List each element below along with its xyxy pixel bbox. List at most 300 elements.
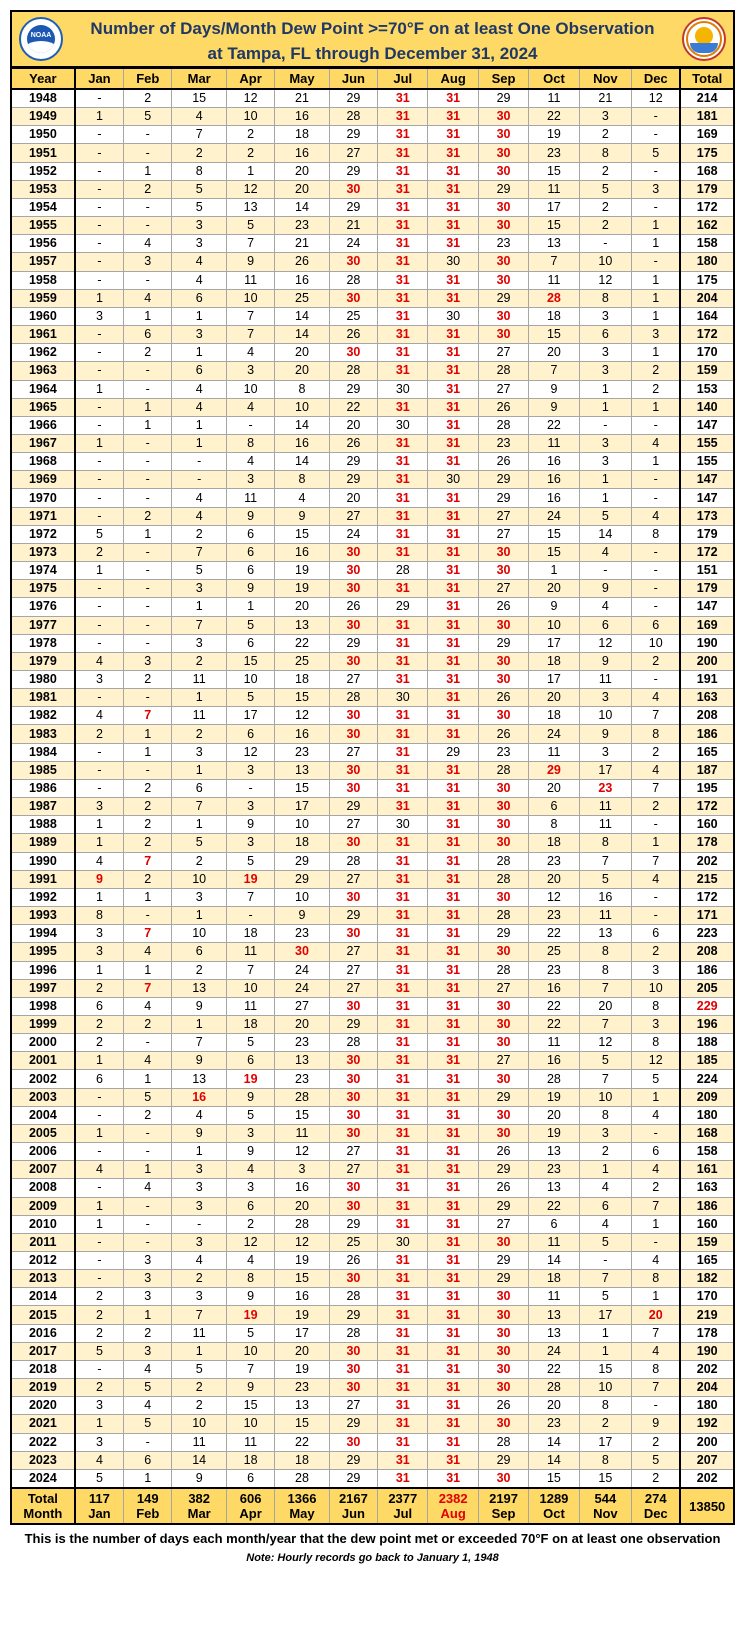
month-cell: 20 xyxy=(529,344,579,362)
month-cell: 1 xyxy=(124,725,172,743)
month-cell: 31 xyxy=(378,1179,428,1197)
month-cell: 8 xyxy=(579,834,631,852)
month-cell: - xyxy=(124,1034,172,1052)
month-cell: 31 xyxy=(428,344,478,362)
year-cell: 1966 xyxy=(11,416,75,434)
month-cell: 8 xyxy=(226,1270,274,1288)
total-month-label xyxy=(11,1488,75,1524)
month-cell: 31 xyxy=(378,525,428,543)
month-cell: 17 xyxy=(275,1324,330,1342)
month-total-cell xyxy=(632,1488,681,1524)
month-cell: 31 xyxy=(428,198,478,216)
month-total-value: 544 xyxy=(594,1491,617,1507)
footnote-note: Note: Hourly records go back to January 1, 1948 xyxy=(246,1552,499,1564)
year-cell: 1978 xyxy=(11,634,75,652)
month-cell: 20 xyxy=(275,1015,330,1033)
month-cell: 30 xyxy=(329,1124,377,1142)
month-cell: 31 xyxy=(378,471,428,489)
month-cell: - xyxy=(124,598,172,616)
month-cell: 8 xyxy=(579,1451,631,1469)
month-cell: 5 xyxy=(632,1070,681,1088)
month-cell: - xyxy=(632,416,681,434)
year-cell: 2020 xyxy=(11,1397,75,1415)
month-cell: 29 xyxy=(378,598,428,616)
month-cell: 31 xyxy=(428,888,478,906)
year-total-cell: 173 xyxy=(680,507,734,525)
month-cell: 5 xyxy=(226,217,274,235)
month-cell: 3 xyxy=(75,798,124,816)
month-cell: 1 xyxy=(226,162,274,180)
year-cell: 2008 xyxy=(11,1179,75,1197)
month-cell: 30 xyxy=(329,1088,377,1106)
month-total-label: Jun xyxy=(341,1506,365,1522)
month-cell: 9 xyxy=(226,1143,274,1161)
month-cell: 4 xyxy=(124,235,172,253)
month-cell: - xyxy=(75,598,124,616)
month-cell: 13 xyxy=(529,1306,579,1324)
month-cell: 24 xyxy=(529,725,579,743)
year-total-cell: 172 xyxy=(680,888,734,906)
table-row xyxy=(11,671,734,689)
year-cell: 2012 xyxy=(11,1252,75,1270)
year-total-cell: 179 xyxy=(680,525,734,543)
month-cell: 15 xyxy=(529,1469,579,1488)
month-cell: 11 xyxy=(529,180,579,198)
month-cell: 5 xyxy=(579,1288,631,1306)
month-cell: 31 xyxy=(428,398,478,416)
month-cell: 7 xyxy=(172,1306,227,1324)
month-cell: 12 xyxy=(226,743,274,761)
month-cell: 2 xyxy=(75,1379,124,1397)
month-cell: 31 xyxy=(428,562,478,580)
month-cell: 11 xyxy=(529,1288,579,1306)
month-cell: 2 xyxy=(124,779,172,797)
month-cell: - xyxy=(226,907,274,925)
dewpoint-table xyxy=(10,67,735,1525)
month-cell: 11 xyxy=(529,1034,579,1052)
month-cell: 1 xyxy=(75,1415,124,1433)
month-cell: 16 xyxy=(579,888,631,906)
year-total-cell: 200 xyxy=(680,652,734,670)
month-cell: 2 xyxy=(172,144,227,162)
month-cell: 31 xyxy=(428,1379,478,1397)
month-cell: 7 xyxy=(226,1360,274,1378)
month-cell: 31 xyxy=(428,543,478,561)
year-total-cell: 147 xyxy=(680,598,734,616)
month-cell: 20 xyxy=(329,416,377,434)
month-cell: - xyxy=(632,580,681,598)
month-cell: 31 xyxy=(428,616,478,634)
month-cell: 31 xyxy=(378,344,428,362)
month-cell: 13 xyxy=(529,1324,579,1342)
month-cell: 9 xyxy=(75,870,124,888)
month-cell: 5 xyxy=(124,108,172,126)
month-cell: 16 xyxy=(275,271,330,289)
month-cell: - xyxy=(75,126,124,144)
month-cell: 10 xyxy=(579,707,631,725)
month-cell: 23 xyxy=(275,217,330,235)
month-cell: 31 xyxy=(428,1215,478,1233)
month-cell: 31 xyxy=(378,671,428,689)
month-cell: 12 xyxy=(529,888,579,906)
month-cell: 20 xyxy=(529,1106,579,1124)
month-cell: 3 xyxy=(579,108,631,126)
month-cell: - xyxy=(124,489,172,507)
month-cell: 30 xyxy=(478,1324,528,1342)
month-cell: 2 xyxy=(579,1143,631,1161)
year-cell: 1977 xyxy=(11,616,75,634)
table-row xyxy=(11,198,734,216)
month-total-cell xyxy=(329,1488,377,1524)
month-cell: 31 xyxy=(378,180,428,198)
month-cell: 28 xyxy=(478,870,528,888)
month-cell: 31 xyxy=(378,616,428,634)
month-cell: 10 xyxy=(579,1088,631,1106)
month-cell: 31 xyxy=(378,434,428,452)
month-cell: 28 xyxy=(378,562,428,580)
year-cell: 1994 xyxy=(11,925,75,943)
month-cell: 3 xyxy=(124,1252,172,1270)
month-cell: 3 xyxy=(275,1161,330,1179)
month-total-value: 2382 xyxy=(438,1491,468,1507)
month-cell: 31 xyxy=(378,162,428,180)
month-cell: 10 xyxy=(632,634,681,652)
month-cell: 23 xyxy=(478,434,528,452)
month-cell: - xyxy=(124,271,172,289)
year-cell: 1951 xyxy=(11,144,75,162)
month-cell: 2 xyxy=(75,979,124,997)
table-row xyxy=(11,979,734,997)
month-cell: - xyxy=(124,580,172,598)
month-cell: 9 xyxy=(226,1288,274,1306)
month-cell: 29 xyxy=(478,634,528,652)
month-cell: 11 xyxy=(529,271,579,289)
month-cell: 1 xyxy=(172,434,227,452)
year-total-cell: 190 xyxy=(680,634,734,652)
month-cell: 20 xyxy=(579,997,631,1015)
month-cell: 7 xyxy=(632,1379,681,1397)
month-cell: 25 xyxy=(529,943,579,961)
year-total-cell: 207 xyxy=(680,1451,734,1469)
month-cell: - xyxy=(632,162,681,180)
month-cell: 31 xyxy=(378,235,428,253)
month-cell: - xyxy=(75,1106,124,1124)
year-total-cell: 165 xyxy=(680,1252,734,1270)
table-row xyxy=(11,1179,734,1197)
month-cell: 1 xyxy=(124,961,172,979)
month-cell: - xyxy=(75,634,124,652)
month-cell: 30 xyxy=(478,997,528,1015)
table-row xyxy=(11,1088,734,1106)
month-cell: 27 xyxy=(329,979,377,997)
month-cell: 1 xyxy=(632,398,681,416)
month-cell: 28 xyxy=(329,362,377,380)
month-cell: 11 xyxy=(226,943,274,961)
month-cell: 1 xyxy=(632,217,681,235)
month-cell: 11 xyxy=(529,743,579,761)
year-cell: 1963 xyxy=(11,362,75,380)
month-cell: - xyxy=(632,1124,681,1142)
year-cell: 2001 xyxy=(11,1052,75,1070)
table-row xyxy=(11,380,734,398)
month-cell: 8 xyxy=(579,943,631,961)
month-cell: 8 xyxy=(172,162,227,180)
month-cell: 20 xyxy=(275,344,330,362)
month-cell: 31 xyxy=(428,1252,478,1270)
month-cell: 1 xyxy=(172,761,227,779)
month-cell: 2 xyxy=(172,852,227,870)
month-cell: 2 xyxy=(124,816,172,834)
month-cell: 6 xyxy=(172,779,227,797)
month-cell: - xyxy=(75,743,124,761)
month-cell: 31 xyxy=(378,1197,428,1215)
month-cell: 31 xyxy=(428,326,478,344)
month-cell: 30 xyxy=(329,616,377,634)
month-cell: 31 xyxy=(428,1288,478,1306)
month-cell: 31 xyxy=(378,1161,428,1179)
month-cell: 2 xyxy=(579,198,631,216)
month-cell: 4 xyxy=(172,489,227,507)
year-cell: 1984 xyxy=(11,743,75,761)
month-cell: 31 xyxy=(378,1215,428,1233)
month-cell: 30 xyxy=(478,1342,528,1360)
month-cell: 21 xyxy=(275,89,330,108)
year-total-cell: 155 xyxy=(680,434,734,452)
month-cell: 1 xyxy=(632,1215,681,1233)
month-cell: 31 xyxy=(378,743,428,761)
month-cell: - xyxy=(124,562,172,580)
month-cell: 19 xyxy=(275,562,330,580)
month-total-label: Jan xyxy=(88,1506,111,1522)
month-cell: - xyxy=(579,562,631,580)
month-cell: 8 xyxy=(632,997,681,1015)
month-cell: 3 xyxy=(124,652,172,670)
month-cell: 6 xyxy=(226,634,274,652)
month-cell: 31 xyxy=(378,1124,428,1142)
month-cell: 1 xyxy=(75,1215,124,1233)
year-cell: 2000 xyxy=(11,1034,75,1052)
month-cell: 19 xyxy=(275,580,330,598)
month-cell: 31 xyxy=(378,943,428,961)
year-cell: 1996 xyxy=(11,961,75,979)
month-cell: 25 xyxy=(275,652,330,670)
month-cell: 3 xyxy=(632,326,681,344)
year-total-cell: 186 xyxy=(680,725,734,743)
month-cell: 2 xyxy=(75,1288,124,1306)
year-total-cell: 219 xyxy=(680,1306,734,1324)
month-cell: 1 xyxy=(632,235,681,253)
table-row xyxy=(11,1143,734,1161)
table-row xyxy=(11,562,734,580)
table-row xyxy=(11,834,734,852)
year-cell: 1967 xyxy=(11,434,75,452)
month-cell: 29 xyxy=(478,1451,528,1469)
month-cell: 22 xyxy=(529,108,579,126)
month-cell: - xyxy=(75,180,124,198)
month-cell: 31 xyxy=(378,362,428,380)
month-cell: 17 xyxy=(275,798,330,816)
month-cell: 4 xyxy=(632,1252,681,1270)
month-cell: 31 xyxy=(428,816,478,834)
year-total-cell: 159 xyxy=(680,1233,734,1251)
month-cell: 30 xyxy=(478,562,528,580)
month-cell: 13 xyxy=(275,1052,330,1070)
month-cell: 31 xyxy=(428,907,478,925)
month-cell: 30 xyxy=(478,1070,528,1088)
month-cell: 31 xyxy=(428,943,478,961)
month-cell: 22 xyxy=(529,416,579,434)
month-cell: 30 xyxy=(478,816,528,834)
month-cell: 1 xyxy=(172,1143,227,1161)
year-cell: 1953 xyxy=(11,180,75,198)
month-cell: 25 xyxy=(329,307,377,325)
year-total-cell: 187 xyxy=(680,761,734,779)
month-cell: 31 xyxy=(428,162,478,180)
month-total-cell xyxy=(275,1488,330,1524)
table-row xyxy=(11,1034,734,1052)
month-cell: 31 xyxy=(378,1106,428,1124)
column-header-nov: Nov xyxy=(579,68,631,89)
month-cell: - xyxy=(75,1270,124,1288)
month-cell: - xyxy=(124,616,172,634)
month-cell: - xyxy=(579,235,631,253)
month-cell: 30 xyxy=(329,925,377,943)
month-cell: 7 xyxy=(632,779,681,797)
month-cell: 7 xyxy=(172,126,227,144)
table-row xyxy=(11,925,734,943)
month-cell: 1 xyxy=(172,907,227,925)
month-cell: 9 xyxy=(529,398,579,416)
month-cell: 31 xyxy=(378,1306,428,1324)
month-cell: 2 xyxy=(124,89,172,108)
month-cell: 6 xyxy=(579,326,631,344)
month-cell: 3 xyxy=(172,580,227,598)
month-cell: 26 xyxy=(478,1179,528,1197)
month-cell: 31 xyxy=(378,888,428,906)
month-cell: 8 xyxy=(275,380,330,398)
total-label-line: Total xyxy=(27,1491,58,1507)
table-row xyxy=(11,453,734,471)
month-cell: 31 xyxy=(428,707,478,725)
month-cell: 2 xyxy=(632,652,681,670)
month-cell: 31 xyxy=(428,1397,478,1415)
month-cell: 31 xyxy=(428,997,478,1015)
month-cell: 10 xyxy=(632,979,681,997)
month-cell: 28 xyxy=(529,1379,579,1397)
month-cell: 30 xyxy=(478,1034,528,1052)
month-cell: 1 xyxy=(124,1469,172,1488)
month-cell: 6 xyxy=(172,362,227,380)
month-cell: - xyxy=(632,108,681,126)
month-cell: 26 xyxy=(329,598,377,616)
table-row xyxy=(11,162,734,180)
table-row xyxy=(11,89,734,108)
year-cell: 1956 xyxy=(11,235,75,253)
table-row xyxy=(11,779,734,797)
year-cell: 1976 xyxy=(11,598,75,616)
month-cell: - xyxy=(75,416,124,434)
month-cell: 23 xyxy=(529,144,579,162)
month-cell: 7 xyxy=(124,707,172,725)
table-row xyxy=(11,689,734,707)
month-cell: 1 xyxy=(579,1324,631,1342)
month-cell: 30 xyxy=(329,1379,377,1397)
table-row xyxy=(11,634,734,652)
month-cell: 5 xyxy=(579,1052,631,1070)
month-cell: 9 xyxy=(529,380,579,398)
month-cell: 31 xyxy=(428,1179,478,1197)
month-cell: 5 xyxy=(124,1379,172,1397)
month-cell: 11 xyxy=(579,798,631,816)
month-cell: 5 xyxy=(226,689,274,707)
month-cell: 11 xyxy=(529,89,579,108)
month-cell: 29 xyxy=(478,289,528,307)
month-cell: 1 xyxy=(75,380,124,398)
title-banner xyxy=(10,10,735,68)
month-total-value: 606 xyxy=(239,1491,262,1507)
month-cell: 10 xyxy=(172,925,227,943)
table-row xyxy=(11,1415,734,1433)
month-cell: 28 xyxy=(478,961,528,979)
month-cell: 12 xyxy=(275,1233,330,1251)
month-cell: 26 xyxy=(478,598,528,616)
table-row xyxy=(11,1433,734,1451)
month-total-label: Nov xyxy=(593,1506,618,1522)
year-total-cell: 178 xyxy=(680,834,734,852)
month-cell: 15 xyxy=(275,689,330,707)
month-cell: 29 xyxy=(529,761,579,779)
month-cell: - xyxy=(75,271,124,289)
year-cell: 1968 xyxy=(11,453,75,471)
month-cell: 30 xyxy=(478,943,528,961)
month-cell: 30 xyxy=(478,652,528,670)
month-cell: 4 xyxy=(632,689,681,707)
month-cell: 31 xyxy=(378,198,428,216)
month-cell: 16 xyxy=(529,453,579,471)
month-cell: 23 xyxy=(275,1379,330,1397)
year-total-cell: 169 xyxy=(680,616,734,634)
month-cell: - xyxy=(226,779,274,797)
month-total-cell xyxy=(680,1488,734,1524)
month-cell: - xyxy=(75,1252,124,1270)
month-cell: 8 xyxy=(226,434,274,452)
month-cell: 7 xyxy=(172,543,227,561)
year-cell: 1958 xyxy=(11,271,75,289)
month-cell: - xyxy=(632,888,681,906)
month-cell: 3 xyxy=(579,689,631,707)
month-cell: 31 xyxy=(428,761,478,779)
month-cell: 3 xyxy=(579,1124,631,1142)
month-cell: 10 xyxy=(172,1415,227,1433)
month-cell: 31 xyxy=(378,1143,428,1161)
month-cell: 15 xyxy=(226,652,274,670)
month-cell: 28 xyxy=(478,761,528,779)
table-row xyxy=(11,1288,734,1306)
month-total-cell xyxy=(478,1488,528,1524)
month-total-cell xyxy=(226,1488,274,1524)
month-cell: 30 xyxy=(329,1106,377,1124)
month-cell: 5 xyxy=(579,507,631,525)
month-cell: 2 xyxy=(124,870,172,888)
year-total-cell: 147 xyxy=(680,416,734,434)
month-cell: 31 xyxy=(428,525,478,543)
month-cell: 28 xyxy=(275,1088,330,1106)
month-cell: 16 xyxy=(529,471,579,489)
month-cell: 31 xyxy=(378,89,428,108)
month-cell: 14 xyxy=(275,416,330,434)
month-total-label: Feb xyxy=(136,1506,160,1522)
month-cell: 10 xyxy=(579,253,631,271)
